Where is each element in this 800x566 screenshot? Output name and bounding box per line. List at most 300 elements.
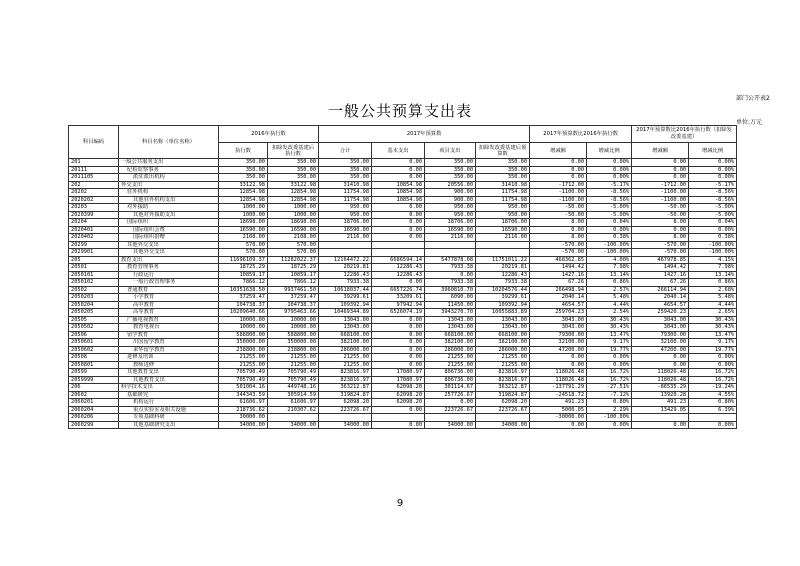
row-code: 202 [69,181,119,189]
row-value: 0.00% [587,421,632,429]
row-value: 3043.00 [530,324,587,332]
table-row [69,174,737,182]
row-value: 350.00 [219,166,268,174]
unit-label: 单位:万元 [736,119,763,126]
row-code: 2050601 [69,339,119,347]
row-value: 10204576.44 [476,286,530,294]
row-value: 950.00 [319,211,372,219]
row-value: 1427.16 [530,271,587,279]
row-value: 34000.00 [319,421,372,429]
row-value: 344343.59 [219,391,268,399]
table-row [69,181,737,189]
row-value: 588800.00 [268,331,319,339]
row-value: 37259.47 [219,294,268,302]
row-value: 6657226.74 [372,286,425,294]
row-value: 32100.00 [530,339,587,347]
row-value: 0.00 [632,166,689,174]
row-value: 286000.00 [425,346,476,354]
header-2017: 2017年预算数 [319,126,530,143]
row-value: 10854.98 [372,181,425,189]
row-value: -1100.00 [632,196,689,204]
row-value: 21255.00 [476,354,530,362]
row-value: 2108.00 [219,234,268,242]
row-value: 13043.00 [476,324,530,332]
table-row [69,226,737,234]
row-value: 34000.00 [219,421,268,429]
row-name: 教育管理事务 [119,264,219,272]
row-value: 11754.98 [319,189,372,197]
row-name: 科学技术支出 [119,384,219,392]
row-value: 570.00 [268,241,319,249]
row-value: -570.00 [632,241,689,249]
row-value: 1494.42 [530,264,587,272]
table-row [69,384,737,392]
row-value: 705790.49 [219,376,268,384]
row-name: 一般公共服务支出 [119,159,219,167]
row-name: 普通教育 [119,286,219,294]
row-value: 7866.12 [268,279,319,287]
row-value: -5.00% [689,211,737,219]
row-value: 0.00% [689,174,737,182]
row-value: 5.48% [587,294,632,302]
row-value: -5.00% [587,204,632,212]
row-value: 7.98% [689,264,737,272]
row-value: 31410.98 [476,181,530,189]
row-value: 588800.00 [219,331,268,339]
row-value [689,414,737,422]
row-value: 705790.49 [268,369,319,377]
row-value: 305914.59 [268,391,319,399]
row-value: 257726.67 [425,391,476,399]
row-value: -1100.00 [530,189,587,197]
row-value: -1712.00 [632,181,689,189]
row-value: 823816.97 [476,376,530,384]
row-name: 其他基础研究支出 [119,421,219,429]
row-name: 其他外交支出 [119,241,219,249]
row-value [476,249,530,257]
row-value: 30.43% [689,316,737,324]
row-value: 0.00 [425,399,476,407]
row-value: 3043.00 [632,316,689,324]
table-row [69,294,737,302]
row-value: 118026.48 [632,376,689,384]
row-value: 2.68% [689,286,737,294]
row-value: 0.00 [372,406,425,414]
row-code: 20202 [69,189,119,197]
row-value: 2108.00 [268,234,319,242]
row-value: 286000.00 [476,346,530,354]
row-value: 0.00% [587,166,632,174]
row-value: 18725.29 [219,264,268,272]
row-code: 20203 [69,204,119,212]
row-value: 9795463.66 [268,309,319,317]
row-value: 16.72% [587,376,632,384]
row-value: 2040.14 [530,294,587,302]
row-value: 0.00 [632,421,689,429]
row-value: 350.00 [425,159,476,167]
row-value: 0.80% [587,399,632,407]
row-value: 950.00 [476,211,530,219]
row-name: 驻外机构 [119,189,219,197]
row-value [632,414,689,422]
table-row [69,264,737,272]
row-value: 350.00 [268,174,319,182]
table-row [69,361,737,369]
row-value: 8.00 [632,234,689,242]
row-value: 467978.85 [632,256,689,264]
row-value: 223726.67 [425,406,476,414]
row-value: -8.56% [689,189,737,197]
row-name: 教育支出 [119,256,219,264]
row-value: 7933.38 [476,279,530,287]
row-value: -570.00 [530,241,587,249]
row-name: 高等教育 [119,309,219,317]
row-value: -100.00% [587,414,632,422]
row-value: 3960810.70 [425,286,476,294]
row-value: 2116.00 [425,234,476,242]
row-code: 20299 [69,241,119,249]
row-value: 1427.16 [632,271,689,279]
row-value: 10000.00 [268,324,319,332]
row-code: 20508 [69,354,119,362]
row-value: 17080.97 [372,376,425,384]
row-value: 2040.14 [632,294,689,302]
row-value: 0.00 [632,174,689,182]
row-name: 出国留学教育 [119,339,219,347]
page-title: 一般公共预算支出表 [327,102,472,120]
row-value [319,241,372,249]
table-row [69,271,737,279]
row-value: 0.00 [372,159,425,167]
table-row [69,316,737,324]
row-name: 广播电视教育 [119,316,219,324]
row-code: 205 [69,256,119,264]
row-value: 13920.28 [632,391,689,399]
row-value: 18698.00 [268,219,319,227]
row-value: 9.17% [689,339,737,347]
row-value: -8.56% [587,196,632,204]
row-value: 0.00 [372,279,425,287]
row-value: 0.04% [587,219,632,227]
row-value: 19.77% [587,346,632,354]
row-value: 10859.17 [268,271,319,279]
row-name: 机构运行 [119,399,219,407]
row-value: 0.86% [587,279,632,287]
row-value: 11696109.37 [219,256,268,264]
row-value: 218736.62 [219,406,268,414]
row-value: 238800.00 [268,346,319,354]
row-value: 4654.57 [530,301,587,309]
row-code: 20111 [69,166,119,174]
row-value: 61606.97 [219,399,268,407]
row-name: 纪检监察事务 [119,166,219,174]
row-value: 30.43% [587,316,632,324]
row-name: 其他教育支出 [119,376,219,384]
row-value: 16.72% [689,376,737,384]
table-row [69,421,737,429]
row-value: 2.54% [587,309,632,317]
row-code: 2060299 [69,421,119,429]
row-value: 363212.87 [319,384,372,392]
row-value [476,414,530,422]
row-value: 16590.00 [268,226,319,234]
row-value: 33122.98 [268,181,319,189]
row-value: 21255.00 [219,354,268,362]
row-value: 12286.43 [372,271,425,279]
row-value: -50.00 [632,204,689,212]
row-value: 570.00 [219,241,268,249]
row-value: 8.00 [530,234,587,242]
row-value: 13.47% [587,331,632,339]
row-value: 10469344.89 [319,309,372,317]
header-exec: 执行数 [219,143,268,159]
table-row [69,339,737,347]
table-row [69,286,737,294]
row-value: 33209.61 [372,294,425,302]
row-value: 350000.00 [219,339,268,347]
row-value: 0.00 [372,166,425,174]
row-value: 16590.00 [319,226,372,234]
row-value: 10000.00 [219,324,268,332]
row-value: 382100.00 [425,339,476,347]
row-code: 2011105 [69,174,119,182]
budget-table [68,125,737,429]
row-value: 0.00 [372,331,425,339]
row-value: 10055883.89 [476,309,530,317]
row-value: 3943270.70 [425,309,476,317]
row-value: 2.57% [587,286,632,294]
row-value: 0.00 [632,361,689,369]
row-value: 34000.00 [476,421,530,429]
row-value: 31410.98 [319,181,372,189]
row-value: 468362.85 [530,256,587,264]
row-value: 6090.00 [425,294,476,302]
row-value: 2116.00 [319,234,372,242]
row-value: 18706.00 [476,219,530,227]
row-value [425,414,476,422]
row-value: 109392.94 [319,301,372,309]
row-value: 668100.00 [476,331,530,339]
row-value: 2116.00 [476,234,530,242]
row-value: 118026.48 [530,369,587,377]
row-value [319,249,372,257]
row-value: 4.55% [689,391,737,399]
page-number: 9 [396,498,404,509]
row-value: 13043.00 [425,316,476,324]
row-name: 行政运行 [119,271,219,279]
row-code: 2050204 [69,301,119,309]
table-row [69,279,737,287]
row-value: 6.39% [689,406,737,414]
row-code: 2020399 [69,211,119,219]
row-value: 823816.97 [319,376,372,384]
row-value: -570.00 [632,249,689,257]
row-value: 10000.00 [268,316,319,324]
row-value: 12286.43 [319,271,372,279]
row-value: 4.00% [587,256,632,264]
row-value: 20219.81 [476,264,530,272]
row-value: 16590.00 [425,226,476,234]
row-value: -50.00 [632,211,689,219]
row-value: 900.00 [425,189,476,197]
row-value: 900.00 [425,196,476,204]
row-value [476,241,530,249]
row-value: 363212.87 [476,384,530,392]
row-value: 0.00 [372,219,425,227]
row-name: 其他驻外机构支出 [119,196,219,204]
row-value: 350.00 [319,174,372,182]
table-row [69,211,737,219]
row-value: 13.47% [689,331,737,339]
row-value: 0.00% [587,174,632,182]
row-name: 对外援助 [119,204,219,212]
table-row [69,406,737,414]
row-code: 2050205 [69,309,119,317]
row-name: 进修及培训 [119,354,219,362]
row-value: 950.00 [319,204,372,212]
row-value: 0.00% [689,166,737,174]
row-value: 9937461.50 [268,286,319,294]
row-value: 10618037.44 [319,286,372,294]
row-value: 0.00 [372,339,425,347]
row-code: 2050102 [69,279,119,287]
row-value [372,241,425,249]
row-value: 3043.00 [530,316,587,324]
row-code: 20602 [69,391,119,399]
row-value [425,249,476,257]
row-value: 13.14% [689,271,737,279]
row-value: 21255.00 [476,361,530,369]
row-value: 0.00 [372,346,425,354]
row-value: 9.17% [587,339,632,347]
row-value: 6686594.14 [372,256,425,264]
row-value: 10854.98 [372,196,425,204]
row-value: 319824.87 [319,391,372,399]
row-name: 留学教育 [119,331,219,339]
header-total: 合计 [319,143,372,159]
row-value: 668100.00 [425,331,476,339]
row-value: 32100.00 [632,339,689,347]
row-value: -24518.72 [530,391,587,399]
row-value: -30000.00 [530,414,587,422]
row-value: 350000.00 [268,339,319,347]
row-value: 7.98% [587,264,632,272]
table-body [69,159,737,429]
row-value: 21255.00 [268,354,319,362]
row-code: 2060201 [69,399,119,407]
row-value: 501004.16 [219,384,268,392]
row-value: 259704.23 [530,309,587,317]
row-value: 62098.20 [476,399,530,407]
row-code: 2020401 [69,226,119,234]
row-value: 0.00% [689,354,737,362]
table-row [69,331,737,339]
row-code: 2060206 [69,414,119,422]
row-value: 7933.38 [425,264,476,272]
row-value: -570.00 [530,249,587,257]
row-code: 20501 [69,264,119,272]
row-value: 0.00% [587,354,632,362]
row-value: 47200.00 [530,346,587,354]
row-value: 382100.00 [319,339,372,347]
row-value: 950.00 [425,204,476,212]
row-code: 2059999 [69,376,119,384]
row-value: 8.00 [632,219,689,227]
row-value: 62098.20 [372,399,425,407]
row-value: -50.00 [530,211,587,219]
row-value: 1494.42 [632,264,689,272]
row-value: 11754.98 [476,196,530,204]
row-value: 10859.17 [219,271,268,279]
row-code: 2029901 [69,249,119,257]
row-value: 705790.49 [268,376,319,384]
row-value: 0.00% [689,159,737,167]
row-name: 来华留学教育 [119,346,219,354]
row-value: 10351638.50 [219,286,268,294]
row-value: 0.00 [372,204,425,212]
row-name: 国际组织会费 [119,226,219,234]
row-value: 4.44% [587,301,632,309]
header-budget-excl: 扣除发改委基建后预算数 [476,143,530,159]
table-row [69,256,737,264]
row-value: -1100.00 [530,196,587,204]
row-value: 0.38% [689,234,737,242]
row-value: 223726.67 [476,406,530,414]
row-value: 319824.87 [476,391,530,399]
row-name: 教师进修 [119,361,219,369]
row-value: 259420.23 [632,309,689,317]
row-value: 62098.20 [372,391,425,399]
row-value: 11282022.37 [268,256,319,264]
table-row [69,234,737,242]
row-value: 7933.38 [425,279,476,287]
row-value: 0.00% [689,421,737,429]
row-name: 国际组织捐赠 [119,234,219,242]
row-value [425,241,476,249]
row-value: 350.00 [268,166,319,174]
row-value [372,414,425,422]
table-row [69,204,737,212]
row-name: 一般行政管理事务 [119,279,219,287]
row-value: 16.72% [689,369,737,377]
row-code: 2020402 [69,234,119,242]
row-value: 266498.94 [530,286,587,294]
row-value: 491.23 [632,399,689,407]
row-value: 20219.81 [319,264,372,272]
row-value: -19.24% [689,384,737,392]
table-row [69,241,737,249]
row-value: 11450.00 [425,301,476,309]
row-code: 20599 [69,369,119,377]
row-value: 350.00 [425,166,476,174]
row-value: 0.00 [372,324,425,332]
row-value: 21255.00 [219,361,268,369]
row-value: 350.00 [268,159,319,167]
row-value: -5.00% [689,204,737,212]
row-value: 3043.00 [632,324,689,332]
row-value: -5.00% [587,211,632,219]
table-row [69,376,737,384]
row-value: 62098.20 [372,384,425,392]
row-value: 62098.20 [319,399,372,407]
row-value: 0.00 [632,159,689,167]
row-code: 20502 [69,286,119,294]
row-value: 20556.00 [425,181,476,189]
row-value [268,414,319,422]
row-value: 350.00 [476,159,530,167]
row-value: 37259.47 [268,294,319,302]
row-value: 0.38% [587,234,632,242]
